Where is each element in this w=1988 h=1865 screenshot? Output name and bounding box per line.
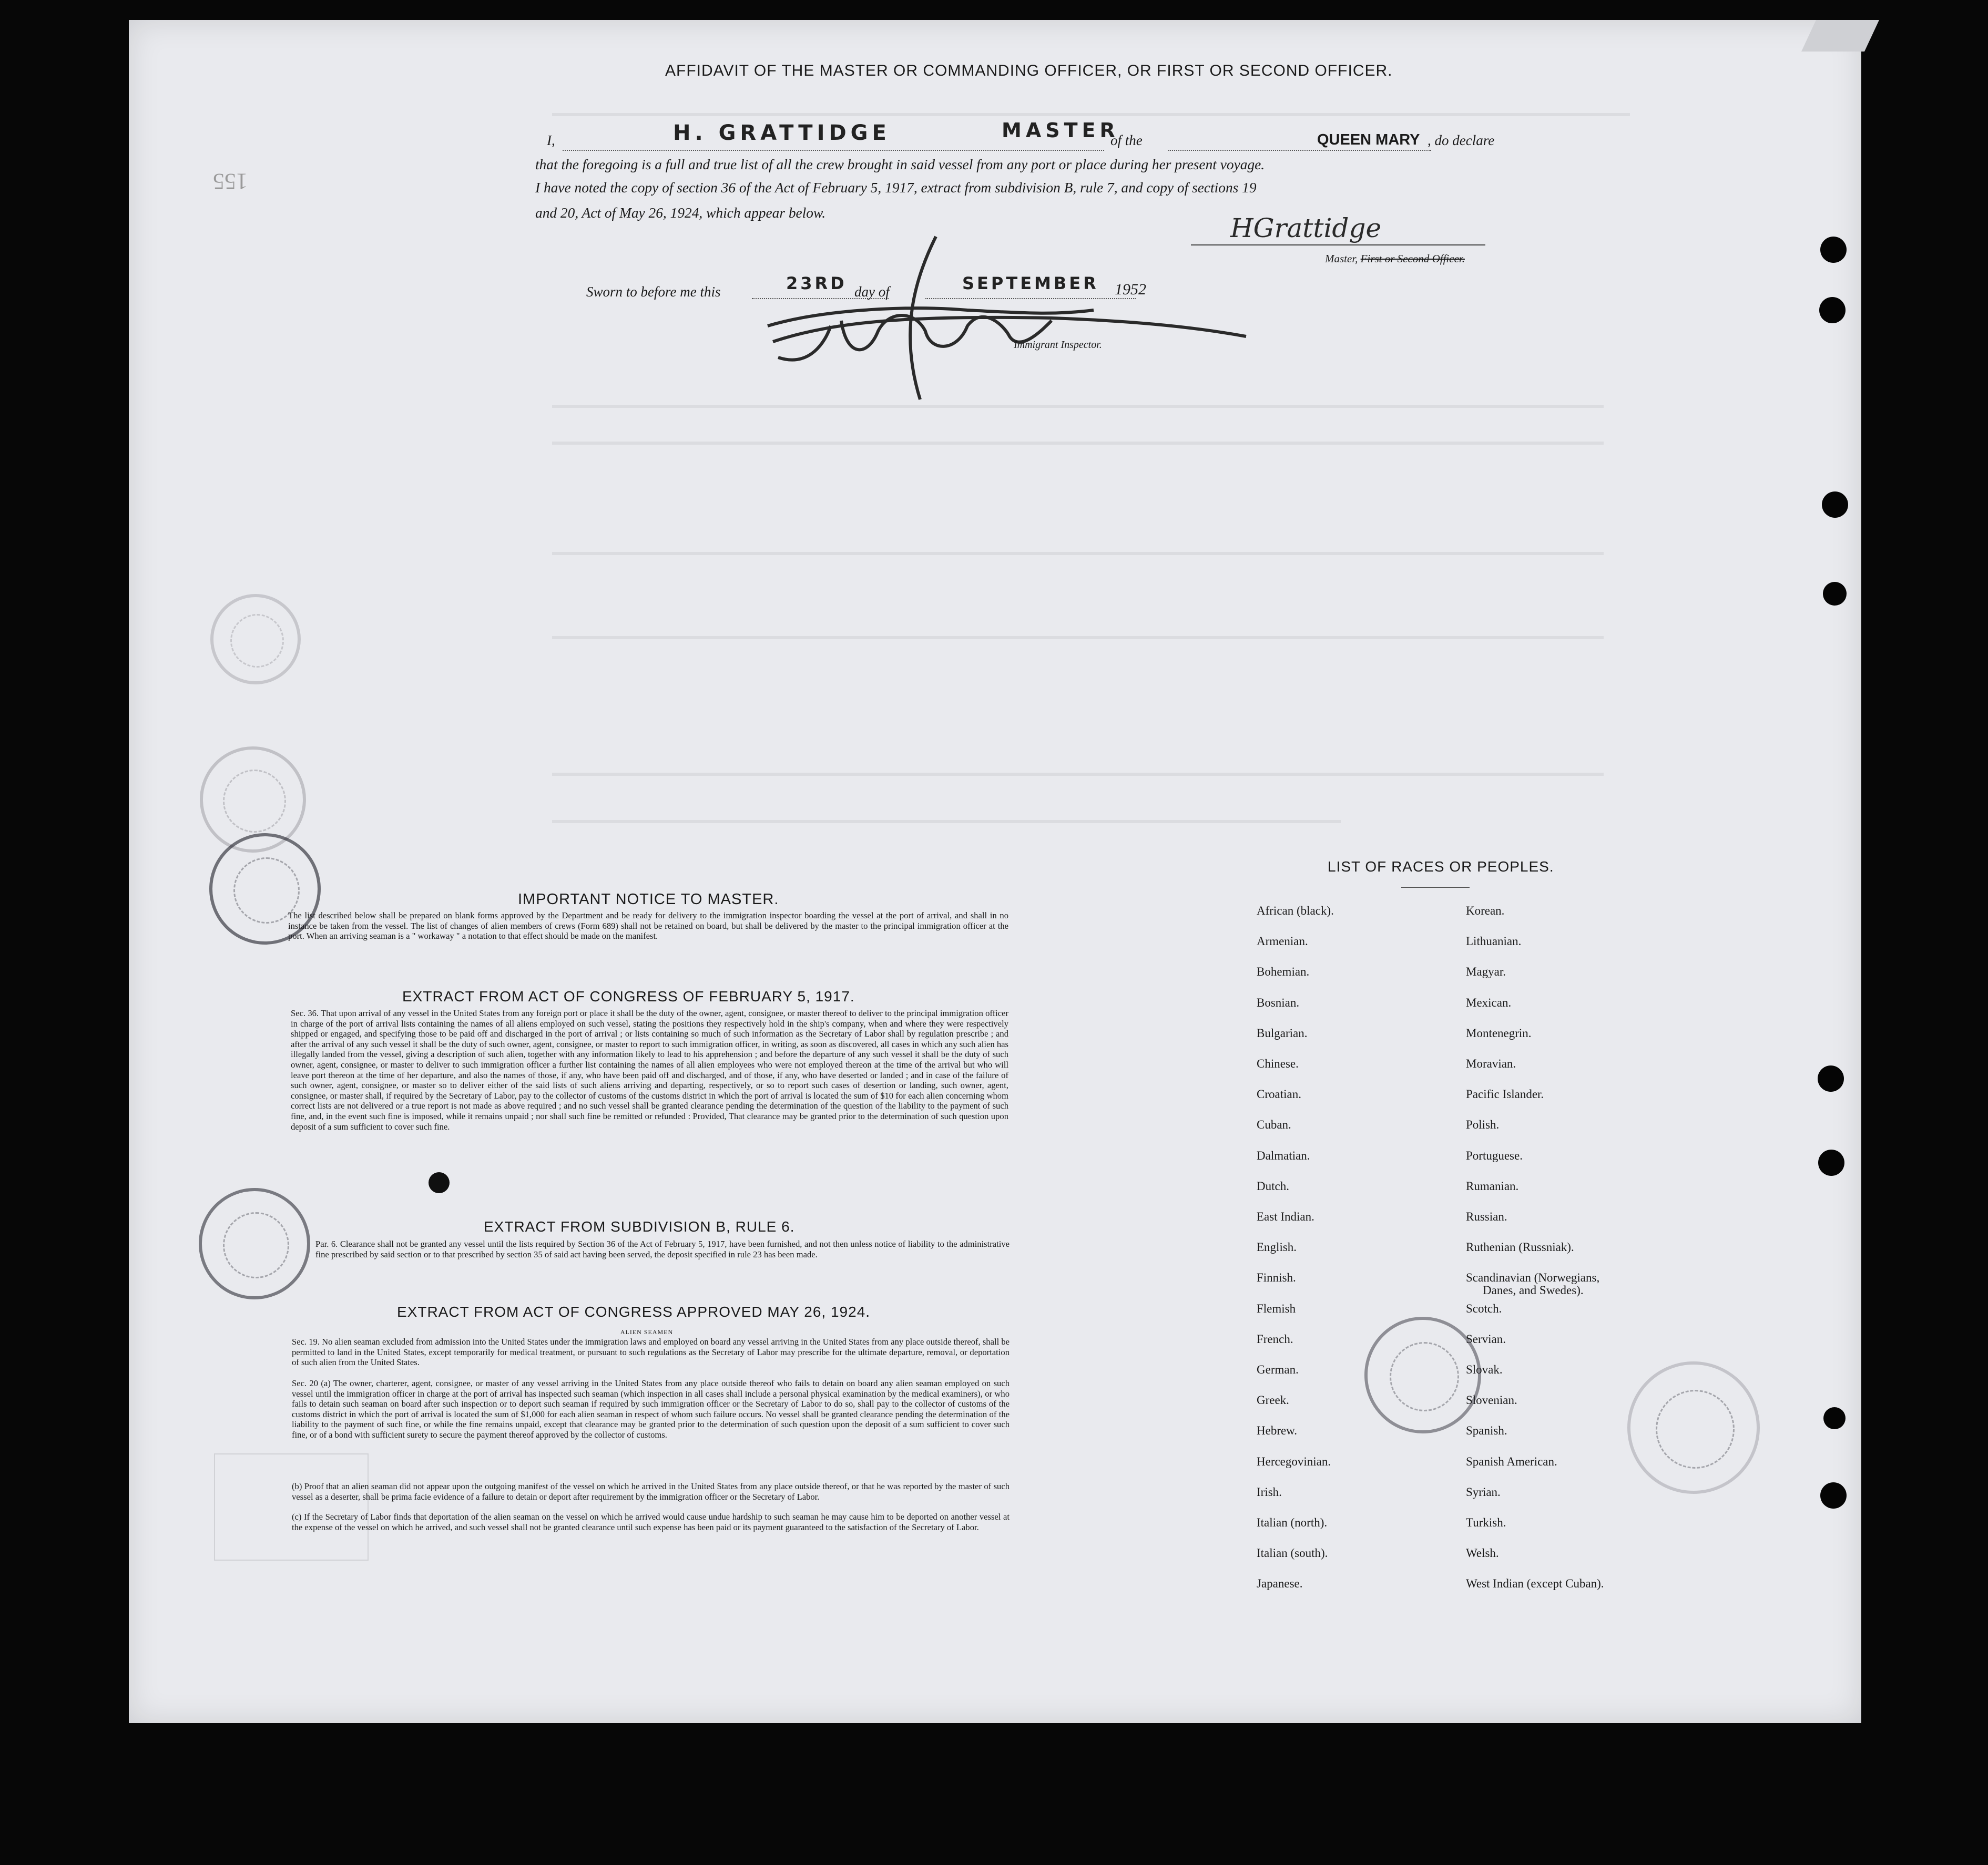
master-rank: MASTER bbox=[1002, 119, 1119, 142]
race-item: Dutch. bbox=[1257, 1179, 1289, 1193]
race-item: Greek. bbox=[1257, 1393, 1289, 1407]
caption-master: Master, bbox=[1325, 252, 1358, 265]
stamp-seal bbox=[209, 833, 321, 945]
bleed-through-line bbox=[552, 820, 1341, 823]
master-name: H. GRATTIDGE bbox=[673, 121, 891, 145]
race-item: Ruthenian (Russniak). bbox=[1466, 1241, 1574, 1254]
punch-hole bbox=[1820, 237, 1847, 263]
bleed-through-line bbox=[552, 442, 1604, 445]
race-item: Welsh. bbox=[1466, 1546, 1499, 1560]
name-underline bbox=[563, 150, 1104, 151]
punch-hole bbox=[1823, 582, 1847, 606]
race-item: Slovenian. bbox=[1466, 1393, 1517, 1407]
race-item: Scandinavian (Norwegians, bbox=[1466, 1271, 1600, 1285]
race-item: Croatian. bbox=[1257, 1088, 1301, 1101]
race-item: Korean. bbox=[1466, 904, 1505, 917]
race-item: Servian. bbox=[1466, 1332, 1506, 1346]
extract-1924-title: EXTRACT FROM ACT OF CONGRESS APPROVED MAY 26, 1924. bbox=[397, 1304, 871, 1320]
extract-1924-subtitle: ALIEN SEAMEN bbox=[620, 1328, 674, 1336]
extract-1924-sec19: Sec. 19. No alien seaman excluded from admission into the United States under the immigration laws and employed on board any vessel arriving in the United States from any place outside thereof, shall be permitted to land in the United States, except temporarily for medical treatment, or pursuant to such regulations as the Secretary of Labor may prescribe for the ultimate departure, removal, or deportation of such alien from the United States. bbox=[292, 1337, 1010, 1368]
inspector-signature bbox=[757, 226, 1262, 426]
extract-1924-sec20a: Sec. 20 (a) The owner, charterer, agent, consignee, or master of any vessel arriving in the United States from any place outside thereof who fails to detain on board any alien seaman employed on such vessel until the immigration officer in charge at the port of arrival has inspected such seaman (which inspection in all cases shall include a personal physical examination by the medical examiners), or who fails to detain such seaman on board after such inspection or to deport such seaman if required by such immigration officer or the Secretary of Labor to do so, shall pay to the collector of customs of the customs district in which the port of arrival is located the sum of $1,000 for each alien seaman in respect of whom such failure occurs. No vessel shall be granted clearance pending the determination of the liability to the payment of such fine, or while the fine remains unpaid, except that clearance may be granted prior to the determination of such question upon the deposit of a sum sufficient to cover such fine, or of a bond with sufficient surety to secure the payment thereof approved by the collector of customs. bbox=[292, 1378, 1010, 1440]
stamp-seal bbox=[210, 594, 301, 684]
extract-1924-sec20c: (c) If the Secretary of Labor finds that deportation of the alien seaman on the vessel on which he arrived would cause undue hardship to such seaman he may cause him to be deported on another vessel at the expense of the vessel on which he arrived, and such vessel shall not be granted clearance until such expense has been paid or its payment guaranteed to the satisfaction of the Secretary of Labor. bbox=[292, 1512, 1010, 1532]
race-item: Portuguese. bbox=[1466, 1149, 1523, 1162]
subdivision-title: EXTRACT FROM SUBDIVISION B, RULE 6. bbox=[484, 1218, 795, 1235]
race-item: Hercegovinian. bbox=[1257, 1454, 1331, 1468]
of-the-text: of the bbox=[1110, 132, 1143, 148]
race-item: Spanish American. bbox=[1466, 1454, 1557, 1468]
race-item: Bulgarian. bbox=[1257, 1026, 1308, 1040]
race-item: Bohemian. bbox=[1257, 965, 1310, 979]
sworn-year: 1952 bbox=[1115, 281, 1146, 298]
signature-caption bbox=[1325, 252, 1465, 265]
punch-hole bbox=[1818, 1065, 1844, 1092]
race-item: Slovak. bbox=[1466, 1363, 1503, 1376]
subdivision-body: Par. 6. Clearance shall not be granted any vessel until the lists required by Section 36 of the Act of February 5, 1917, have been furnished, and not then unless notice of liability to the administrative fine prescribed by said section or to that prescribed by section 35 of said act having been served, the deposit specified in rule 23 has been made. bbox=[315, 1239, 1010, 1259]
bleed-through-line bbox=[552, 773, 1604, 776]
extract-1924-sec20b: (b) Proof that an alien seaman did not appear upon the outgoing manifest of the vessel on which he arrived in the United States from any place outside thereof, or that he was reported by the master of such vessel as a deserter, shall be prima facie evidence of a failure to detain or deport after requirement by the immigration officer or the Secretary of Labor. bbox=[292, 1481, 1010, 1502]
i-word: I, bbox=[547, 132, 555, 148]
race-item: French. bbox=[1257, 1332, 1293, 1346]
race-item: Scotch. bbox=[1466, 1302, 1502, 1315]
races-title: LIST OF RACES OR PEOPLES. bbox=[1328, 858, 1554, 875]
stamp-seal bbox=[1627, 1361, 1760, 1494]
notice-body: The list described below shall be prepared on blank forms approved by the Department and be ready for delivery to the immigration inspector boarding the vessel at the port of arrival, and shall in no instance be taken from the vessel. The list of changes of alien members of crews (Form 689) shall not be retained on board, but shall be delivered by the master to the principal immigration officer at the port. When an arriving seaman is a " workaway " a notation to that effect should be made on the manifest. bbox=[288, 910, 1008, 941]
race-item: Bosnian. bbox=[1257, 996, 1300, 1009]
affidavit-title: AFFIDAVIT OF THE MASTER OR COMMANDING OFFICER, OR FIRST OR SECOND OFFICER. bbox=[665, 62, 1393, 79]
race-item: East Indian. bbox=[1257, 1210, 1314, 1223]
affidavit-line-4: and 20, Act of May 26, 1924, which appear below. bbox=[535, 205, 826, 221]
punch-hole bbox=[1822, 491, 1848, 518]
race-item: German. bbox=[1257, 1363, 1299, 1376]
caption-struck: First or Second Officer. bbox=[1360, 252, 1465, 265]
race-item: Spanish. bbox=[1466, 1424, 1507, 1438]
affidavit-line-3: I have noted the copy of section 36 of the Act of February 5, 1917, extract from subdivision B, rule 7, and copy of sections 19 bbox=[535, 180, 1257, 196]
do-declare-text: , do declare bbox=[1428, 132, 1495, 148]
race-item: Dalmatian. bbox=[1257, 1149, 1310, 1162]
sworn-day: 23RD bbox=[786, 273, 847, 293]
bleed-through-line bbox=[552, 636, 1604, 639]
race-item: African (black). bbox=[1257, 904, 1334, 917]
sworn-prefix: Sworn to before me this bbox=[586, 284, 721, 300]
race-item: Finnish. bbox=[1257, 1271, 1296, 1285]
page-number: 155 bbox=[213, 169, 248, 194]
race-item: Hebrew. bbox=[1257, 1424, 1298, 1438]
race-item: Italian (north). bbox=[1257, 1516, 1328, 1529]
master-signature: HGrattidge bbox=[1230, 213, 1382, 243]
faint-box-stamp bbox=[214, 1453, 369, 1561]
race-item: Italian (south). bbox=[1257, 1546, 1328, 1560]
extract-1917-title: EXTRACT FROM ACT OF CONGRESS OF FEBRUARY 5, 1917. bbox=[402, 988, 855, 1005]
inspector-caption: Immigrant Inspector. bbox=[1014, 339, 1102, 351]
bleed-through-line bbox=[552, 113, 1630, 116]
punch-hole bbox=[1818, 1150, 1844, 1176]
race-item: Rumanian. bbox=[1466, 1179, 1519, 1193]
ink-blot bbox=[429, 1172, 450, 1193]
race-item: Pacific Islander. bbox=[1466, 1088, 1544, 1101]
race-item: Lithuanian. bbox=[1466, 935, 1522, 948]
notice-title: IMPORTANT NOTICE TO MASTER. bbox=[518, 891, 779, 908]
race-item: Flemish bbox=[1257, 1302, 1296, 1315]
race-item: Cuban. bbox=[1257, 1118, 1291, 1132]
race-item: English. bbox=[1257, 1241, 1297, 1254]
race-item-continuation: Danes, and Swedes). bbox=[1483, 1284, 1584, 1297]
race-item: Turkish. bbox=[1466, 1516, 1506, 1529]
race-item: Irish. bbox=[1257, 1485, 1282, 1499]
race-item: Japanese. bbox=[1257, 1577, 1303, 1591]
race-item: Chinese. bbox=[1257, 1057, 1299, 1070]
stamp-seal bbox=[1364, 1317, 1481, 1433]
punch-hole bbox=[1819, 297, 1846, 323]
race-item: Magyar. bbox=[1466, 965, 1506, 979]
race-item: Moravian. bbox=[1466, 1057, 1516, 1070]
race-item: West Indian (except Cuban). bbox=[1466, 1577, 1604, 1591]
bleed-through-line bbox=[552, 552, 1604, 555]
race-item: Mexican. bbox=[1466, 996, 1512, 1009]
extract-1917-body: Sec. 36. That upon arrival of any vessel in the United States from any foreign port or place it shall be the duty of the owner, agent, consignee, or master thereof to deliver to the principal immigration officer in charge of the port of arrival lists containing the names of all aliens employed on such vessel, stating the positions they respectively hold in the ship's company, when and where they were respectively shipped or engaged, and specifying those to be paid off and discharged in the port of arrival ; or lists containing so much of such information as the Secretary of Labor shall by regulation prescribe ; and after the arrival of any such vessel it shall be the duty of such owner, agent, consignee, or master to report to such immigration officer, in writing, as soon as discovered, all cases in which any such alien has illegally landed from the vessel, giving a description of such alien, together with any information likely to lead to his apprehension ; and before the departure of any such vessel it shall be the duty of such owner, agent, consignee, or master to deliver to such immigration officer a further list containing the names of all alien employees who were not employed thereon at the time of the arrival but who will leave port thereon at the time of her departure, and also the names of those, if any, who have been paid off and discharged, and of those, if any, who have deserted or landed ; and in case of the failure of such owner, agent, consignee, or master so to deliver either of the said lists of such aliens arriving and departing, respectively, or so to report such cases of desertion or landing, such owner, agent, consignee, or master shall, if required by the Secretary of Labor, pay to the collector of customs of the customs district in which the port of arrival is located the sum of $10 for each alien concerning whom correct lists are not delivered or a true report is not made as above required ; and no such vessel shall be granted clearance pending the determination of the question of the liability to the payment of such fine, and, in the event such fine is imposed, while it remains unpaid ; nor shall such fine be remitted or refunded : Provided, That clearance may be granted prior to the determination of such question upon deposit of a sum sufficient to cover such fine. bbox=[291, 1008, 1008, 1132]
day-of-text: day of bbox=[854, 284, 890, 300]
punch-hole bbox=[1820, 1482, 1847, 1509]
race-item: Polish. bbox=[1466, 1118, 1500, 1132]
race-item: Syrian. bbox=[1466, 1485, 1501, 1499]
race-item: Armenian. bbox=[1257, 935, 1308, 948]
punch-hole bbox=[1823, 1407, 1846, 1429]
race-item: Russian. bbox=[1466, 1210, 1507, 1223]
affidavit-line-2: that the foregoing is a full and true list of all the crew brought in said vessel from any port or place during her present voyage. bbox=[535, 157, 1265, 172]
race-item: Montenegrin. bbox=[1466, 1026, 1532, 1040]
stamp-seal bbox=[199, 1188, 310, 1299]
races-title-rule bbox=[1401, 887, 1470, 888]
vessel-underline bbox=[1168, 150, 1431, 151]
vessel-name: QUEEN MARY bbox=[1317, 131, 1420, 148]
sworn-month: SEPTEMBER bbox=[962, 273, 1099, 293]
